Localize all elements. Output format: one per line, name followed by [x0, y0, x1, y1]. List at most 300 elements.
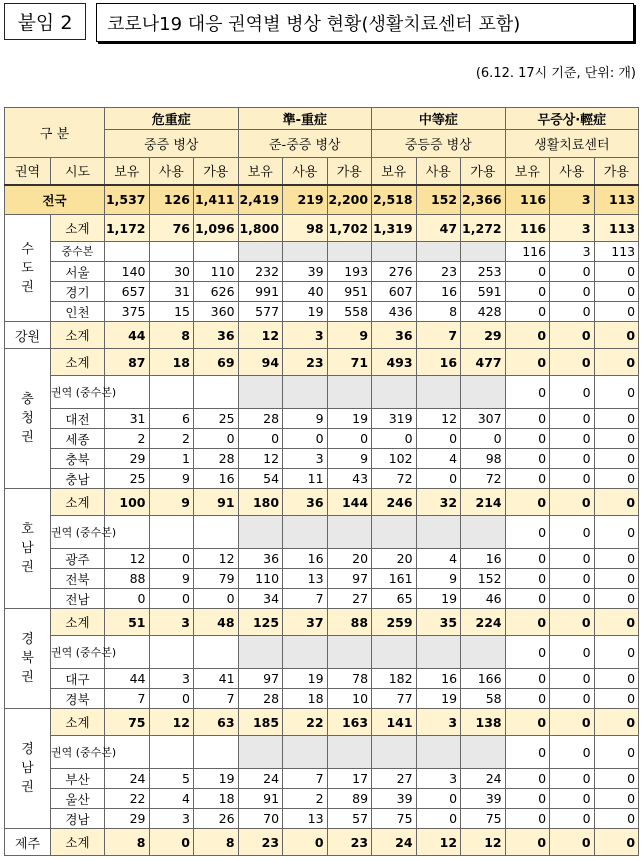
subtotal-row [5, 489, 639, 516]
table-row [5, 809, 639, 829]
category-mild-header: 무증상·輕症 [505, 108, 639, 130]
metric-header-held: 보유 [505, 158, 550, 185]
cell-value: 141 [372, 709, 417, 736]
cell-value: 224 [461, 609, 506, 636]
cell-value [372, 516, 417, 549]
category-mild-subheader: 생활치료센터 [505, 130, 639, 158]
cell-value: 0 [194, 589, 239, 609]
cell-value: 166 [461, 669, 506, 689]
metric-header-used: 사용 [149, 158, 194, 185]
province-label: 서울 [51, 262, 105, 282]
cell-value: 20 [327, 549, 372, 569]
cell-value: 0 [550, 322, 595, 349]
cell-value: 24 [105, 769, 150, 789]
cell-value: 0 [550, 636, 595, 669]
cell-value [327, 376, 372, 409]
cell-value: 35 [416, 609, 461, 636]
cell-value: 0 [550, 736, 595, 769]
table-row [5, 242, 639, 262]
cell-value [149, 242, 194, 262]
cell-value: 2,518 [372, 185, 417, 215]
cell-value: 72 [461, 469, 506, 489]
header-row-metrics [5, 158, 639, 185]
cell-value [194, 736, 239, 769]
cell-value: 428 [461, 302, 506, 322]
cell-value: 0 [594, 409, 639, 429]
cell-value: 8 [105, 829, 150, 856]
table-row [5, 376, 639, 409]
cell-value: 39 [461, 789, 506, 809]
cell-value: 138 [461, 709, 506, 736]
cell-value: 94 [238, 349, 283, 376]
cell-value: 34 [238, 589, 283, 609]
category-semi-critical-header: 準-重症 [238, 108, 372, 130]
cell-value [105, 242, 150, 262]
cell-value: 37 [283, 609, 328, 636]
cell-value: 2 [149, 429, 194, 449]
cell-value: 12 [461, 829, 506, 856]
cell-value: 3 [550, 185, 595, 215]
cell-value: 23 [238, 829, 283, 856]
cell-value: 0 [594, 569, 639, 589]
cell-value: 98 [283, 215, 328, 242]
region-label [5, 609, 51, 709]
cell-value: 12 [194, 549, 239, 569]
cell-value [416, 736, 461, 769]
province-label: 충북 [51, 449, 105, 469]
cell-value [238, 242, 283, 262]
cell-value [238, 736, 283, 769]
cell-value: 16 [461, 549, 506, 569]
region-name: 경남권 [21, 742, 34, 795]
cell-value: 0 [594, 589, 639, 609]
cell-value: 26 [194, 809, 239, 829]
metric-header-used: 사용 [283, 158, 328, 185]
province-label: 소계 [51, 709, 105, 736]
cell-value: 0 [550, 809, 595, 829]
cell-value: 8 [416, 302, 461, 322]
cell-value: 9 [283, 409, 328, 429]
cell-value: 0 [550, 376, 595, 409]
region-label [5, 829, 51, 856]
table-row [5, 516, 639, 549]
cell-value [372, 242, 417, 262]
cell-value: 182 [372, 669, 417, 689]
region-label [5, 322, 51, 349]
cell-value: 29 [105, 449, 150, 469]
cell-value: 0 [505, 489, 550, 516]
cell-value: 20 [372, 549, 417, 569]
province-column-header: 시도 [51, 158, 105, 185]
cell-value: 0 [149, 549, 194, 569]
province-label: 전북 [51, 569, 105, 589]
cell-value: 246 [372, 489, 417, 516]
region-name: 충청권 [21, 392, 34, 445]
cell-value: 12 [149, 709, 194, 736]
metric-header-used: 사용 [416, 158, 461, 185]
cell-value: 8 [149, 322, 194, 349]
cell-value: 24 [372, 829, 417, 856]
cell-value: 558 [327, 302, 372, 322]
cell-value: 48 [194, 609, 239, 636]
cell-value: 144 [327, 489, 372, 516]
cell-value: 10 [327, 689, 372, 709]
cell-value: 24 [461, 769, 506, 789]
category-moderate-header: 中等症 [372, 108, 506, 130]
cell-value: 12 [238, 449, 283, 469]
cell-value: 0 [594, 609, 639, 636]
cell-value: 9 [327, 449, 372, 469]
cell-value: 3 [149, 669, 194, 689]
cell-value: 0 [550, 589, 595, 609]
cell-value: 0 [505, 636, 550, 669]
table-row [5, 429, 639, 449]
cell-value: 0 [327, 429, 372, 449]
cell-value: 97 [327, 569, 372, 589]
metric-header-available: 가용 [327, 158, 372, 185]
cell-value: 31 [149, 282, 194, 302]
region-name: 호남권 [21, 522, 34, 575]
province-label: 소계 [51, 489, 105, 516]
cell-value: 0 [505, 709, 550, 736]
cell-value: 29 [461, 322, 506, 349]
cell-value: 0 [550, 569, 595, 589]
cell-value: 0 [594, 262, 639, 282]
cell-value: 65 [372, 589, 417, 609]
cell-value: 19 [416, 589, 461, 609]
cell-value: 0 [505, 789, 550, 809]
cell-value: 493 [372, 349, 417, 376]
cell-value: 78 [327, 669, 372, 689]
province-label: 권역 (중수본) [51, 736, 105, 769]
cell-value: 36 [238, 549, 283, 569]
cell-value: 28 [194, 449, 239, 469]
cell-value [238, 516, 283, 549]
cell-value: 98 [461, 449, 506, 469]
cell-value: 607 [372, 282, 417, 302]
cell-value: 2 [283, 789, 328, 809]
metric-header-held: 보유 [238, 158, 283, 185]
cell-value: 91 [238, 789, 283, 809]
cell-value: 22 [105, 789, 150, 809]
cell-value: 41 [194, 669, 239, 689]
cell-value: 0 [550, 429, 595, 449]
province-label: 권역 (중수본) [51, 636, 105, 669]
cell-value: 0 [550, 789, 595, 809]
cell-value: 116 [505, 185, 550, 215]
cell-value: 28 [238, 689, 283, 709]
cell-value: 16 [416, 669, 461, 689]
cell-value: 0 [505, 769, 550, 789]
cell-value: 23 [416, 262, 461, 282]
cell-value: 4 [149, 789, 194, 809]
cell-value: 577 [238, 302, 283, 322]
cell-value: 0 [550, 829, 595, 856]
cell-value: 2 [105, 429, 150, 449]
cell-value: 0 [505, 349, 550, 376]
region-name: 수도권 [21, 241, 34, 295]
national-label: 전국 [5, 185, 105, 215]
cell-value: 27 [327, 589, 372, 609]
table-row [5, 736, 639, 769]
cell-value: 36 [283, 489, 328, 516]
cell-value: 15 [149, 302, 194, 322]
cell-value [416, 636, 461, 669]
cell-value [194, 242, 239, 262]
cell-value: 161 [372, 569, 417, 589]
cell-value: 46 [461, 589, 506, 609]
table-row [5, 302, 639, 322]
cell-value: 657 [105, 282, 150, 302]
cell-value: 9 [327, 322, 372, 349]
cell-value: 76 [149, 215, 194, 242]
cell-value: 180 [238, 489, 283, 516]
category-critical-subheader: 중증 병상 [105, 130, 239, 158]
cell-value: 0 [594, 789, 639, 809]
cell-value [238, 636, 283, 669]
cell-value: 0 [505, 376, 550, 409]
cell-value [283, 636, 328, 669]
cell-value: 375 [105, 302, 150, 322]
province-label: 충남 [51, 469, 105, 489]
cell-value [149, 376, 194, 409]
cell-value: 0 [594, 689, 639, 709]
province-label: 경북 [51, 689, 105, 709]
cell-value: 4 [416, 449, 461, 469]
cell-value: 0 [550, 409, 595, 429]
province-label: 소계 [51, 322, 105, 349]
cell-value: 0 [594, 449, 639, 469]
cell-value: 126 [149, 185, 194, 215]
cell-value: 0 [505, 589, 550, 609]
cell-value: 0 [550, 609, 595, 636]
cell-value: 89 [327, 789, 372, 809]
cell-value: 75 [372, 809, 417, 829]
province-label: 경기 [51, 282, 105, 302]
cell-value: 19 [283, 302, 328, 322]
cell-value: 113 [594, 185, 639, 215]
cell-value: 36 [194, 322, 239, 349]
metric-header-held: 보유 [372, 158, 417, 185]
cell-value: 9 [149, 569, 194, 589]
region-column-header: 권역 [5, 158, 51, 185]
cell-value: 69 [194, 349, 239, 376]
cell-value [149, 516, 194, 549]
cell-value: 29 [105, 809, 150, 829]
cell-value [327, 636, 372, 669]
cell-value: 54 [238, 469, 283, 489]
subtotal-row [5, 215, 639, 242]
cell-value: 22 [283, 709, 328, 736]
cell-value: 19 [416, 689, 461, 709]
cell-value: 0 [594, 736, 639, 769]
cell-value: 0 [594, 282, 639, 302]
cell-value [149, 736, 194, 769]
cell-value: 1,411 [194, 185, 239, 215]
cell-value: 307 [461, 409, 506, 429]
cell-value: 0 [550, 669, 595, 689]
cell-value: 0 [594, 769, 639, 789]
cell-value: 0 [149, 589, 194, 609]
subtotal-row [5, 322, 639, 349]
cell-value: 0 [550, 489, 595, 516]
cell-value: 0 [416, 789, 461, 809]
region-name: 경북권 [21, 632, 34, 685]
cell-value: 360 [194, 302, 239, 322]
page-title: 코로나19 대응 권역별 병상 현황(생활치료센터 포함) [107, 13, 521, 35]
cell-value: 0 [505, 449, 550, 469]
cell-value: 0 [283, 429, 328, 449]
cell-value: 3 [149, 809, 194, 829]
cell-value: 3 [550, 215, 595, 242]
cell-value [283, 242, 328, 262]
cell-value [327, 516, 372, 549]
cell-value: 0 [594, 549, 639, 569]
cell-value: 100 [105, 489, 150, 516]
cell-value: 88 [327, 609, 372, 636]
table-row [5, 569, 639, 589]
cell-value: 3 [416, 709, 461, 736]
subtotal-row [5, 829, 639, 856]
cell-value: 13 [283, 809, 328, 829]
cell-value: 110 [238, 569, 283, 589]
cell-value [416, 376, 461, 409]
cell-value: 991 [238, 282, 283, 302]
cell-value: 18 [194, 789, 239, 809]
category-moderate-subheader: 중등증 병상 [372, 130, 506, 158]
cell-value: 0 [505, 669, 550, 689]
cell-value: 0 [550, 689, 595, 709]
title-box [96, 3, 634, 42]
cell-value: 16 [283, 549, 328, 569]
cell-value: 25 [105, 469, 150, 489]
province-label: 권역 (중수본) [51, 516, 105, 549]
cell-value: 16 [416, 349, 461, 376]
cell-value: 253 [461, 262, 506, 282]
cell-value: 0 [594, 429, 639, 449]
cell-value: 0 [505, 429, 550, 449]
cell-value: 11 [283, 469, 328, 489]
cell-value: 0 [594, 322, 639, 349]
cell-value: 0 [505, 809, 550, 829]
cell-value: 125 [238, 609, 283, 636]
cell-value: 30 [149, 262, 194, 282]
cell-value: 0 [505, 409, 550, 429]
cell-value: 0 [550, 262, 595, 282]
cell-value: 0 [505, 549, 550, 569]
table-row [5, 469, 639, 489]
cell-value: 7 [194, 689, 239, 709]
cell-value [461, 636, 506, 669]
cell-value: 0 [505, 609, 550, 636]
province-label: 부산 [51, 769, 105, 789]
cell-value: 12 [416, 829, 461, 856]
cell-value: 0 [505, 569, 550, 589]
cell-value: 110 [194, 262, 239, 282]
cell-value: 1,172 [105, 215, 150, 242]
cell-value: 18 [149, 349, 194, 376]
metric-header-available: 가용 [594, 158, 639, 185]
table-row [5, 636, 639, 669]
cell-value [283, 376, 328, 409]
cell-value: 19 [283, 669, 328, 689]
cell-value: 163 [327, 709, 372, 736]
cell-value: 9 [149, 489, 194, 516]
region-label [5, 489, 51, 609]
cell-value: 0 [594, 636, 639, 669]
group-header: 구 분 [5, 108, 105, 158]
metric-header-available: 가용 [461, 158, 506, 185]
cell-value: 276 [372, 262, 417, 282]
cell-value: 27 [372, 769, 417, 789]
cell-value [416, 242, 461, 262]
cell-value: 0 [550, 282, 595, 302]
region-name: 강원 [14, 329, 41, 345]
table-row [5, 669, 639, 689]
province-label: 울산 [51, 789, 105, 809]
cell-value: 0 [550, 449, 595, 469]
bed-status-table [4, 107, 639, 856]
cell-value: 193 [327, 262, 372, 282]
cell-value: 102 [372, 449, 417, 469]
cell-value: 2,419 [238, 185, 283, 215]
province-label: 중수본 [51, 242, 105, 262]
cell-value [372, 636, 417, 669]
cell-value: 87 [105, 349, 150, 376]
region-label [5, 349, 51, 489]
cell-value: 4 [416, 549, 461, 569]
cell-value: 47 [416, 215, 461, 242]
cell-value: 91 [194, 489, 239, 516]
province-label: 소계 [51, 349, 105, 376]
cell-value: 0 [594, 349, 639, 376]
cell-value: 152 [416, 185, 461, 215]
table-row [5, 282, 639, 302]
cell-value: 16 [416, 282, 461, 302]
national-row [5, 185, 639, 215]
cell-value: 7 [283, 589, 328, 609]
cell-value: 71 [327, 349, 372, 376]
cell-value: 0 [416, 809, 461, 829]
cell-value: 116 [505, 242, 550, 262]
cell-value: 63 [194, 709, 239, 736]
cell-value: 3 [149, 609, 194, 636]
cell-value: 0 [505, 282, 550, 302]
cell-value: 626 [194, 282, 239, 302]
cell-value: 0 [149, 829, 194, 856]
cell-value: 0 [594, 302, 639, 322]
cell-value [194, 376, 239, 409]
cell-value: 58 [461, 689, 506, 709]
cell-value: 259 [372, 609, 417, 636]
cell-value: 44 [105, 669, 150, 689]
cell-value: 44 [105, 322, 150, 349]
cell-value [461, 242, 506, 262]
cell-value [194, 516, 239, 549]
cell-value: 1,319 [372, 215, 417, 242]
cell-value: 2,366 [461, 185, 506, 215]
cell-value: 18 [283, 689, 328, 709]
cell-value: 7 [105, 689, 150, 709]
cell-value: 0 [594, 709, 639, 736]
region-name: 제주 [14, 836, 41, 852]
cell-value [238, 376, 283, 409]
table-row [5, 789, 639, 809]
region-label [5, 709, 51, 829]
cell-value: 79 [194, 569, 239, 589]
cell-value: 0 [372, 429, 417, 449]
cell-value: 0 [550, 709, 595, 736]
